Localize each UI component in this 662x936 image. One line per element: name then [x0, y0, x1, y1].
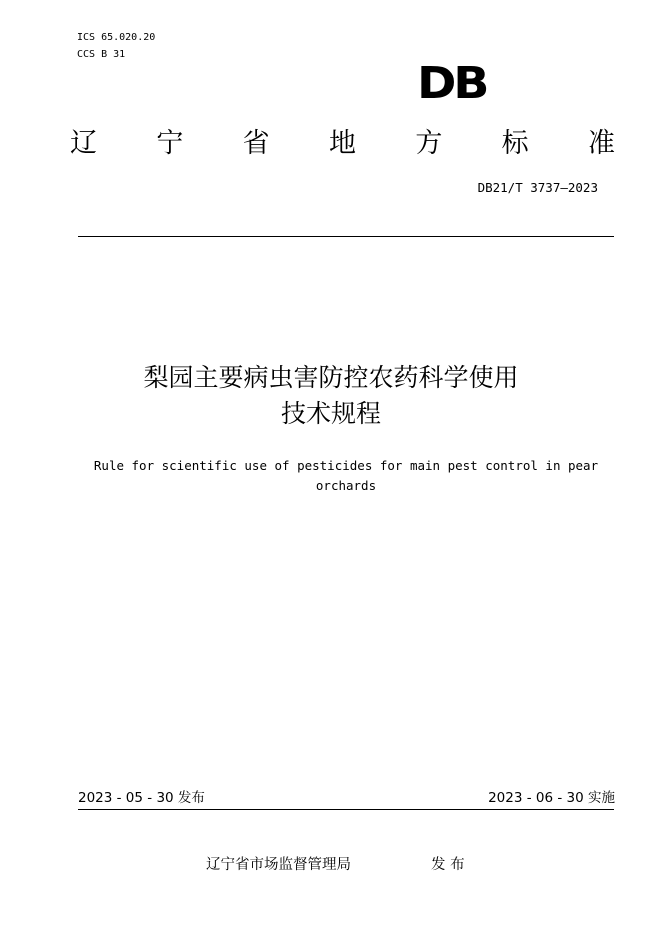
title-chinese [0, 360, 662, 432]
title-english: Rule for scientific use of pesticides for main pest control in pear orchards [93, 458, 599, 493]
standard-type-char: 方 [415, 128, 443, 159]
standard-type-char: 宁 [156, 128, 184, 159]
db-logo: DB [417, 58, 487, 109]
title-chinese-line: 技术规程 [280, 399, 381, 428]
implementation-date: 2023 - 06 - 30 实施 [488, 790, 615, 806]
standard-type-char: 辽 [70, 128, 97, 159]
top-divider [78, 236, 614, 237]
issue-date: 2023 - 05 - 30 发布 [78, 790, 205, 806]
standard-type-char: 地 [328, 128, 356, 159]
title-chinese-line: 梨园主要病虫害防控农药科学使用 [143, 363, 519, 392]
publish-label: 发 布 [431, 857, 465, 873]
standard-type-heading [70, 124, 615, 164]
standard-number: DB21/T 3737—2023 [477, 180, 598, 195]
publisher-name: 辽宁省市场监督管理局 [206, 857, 351, 873]
standard-type-char: 省 [242, 128, 270, 159]
standard-type-char: 准 [587, 128, 615, 159]
bottom-divider [78, 809, 614, 810]
ics-code: ICS 65.020.20 [77, 32, 156, 43]
standard-type-char: 标 [501, 128, 529, 159]
ccs-code: CCS B 31 [77, 49, 126, 60]
